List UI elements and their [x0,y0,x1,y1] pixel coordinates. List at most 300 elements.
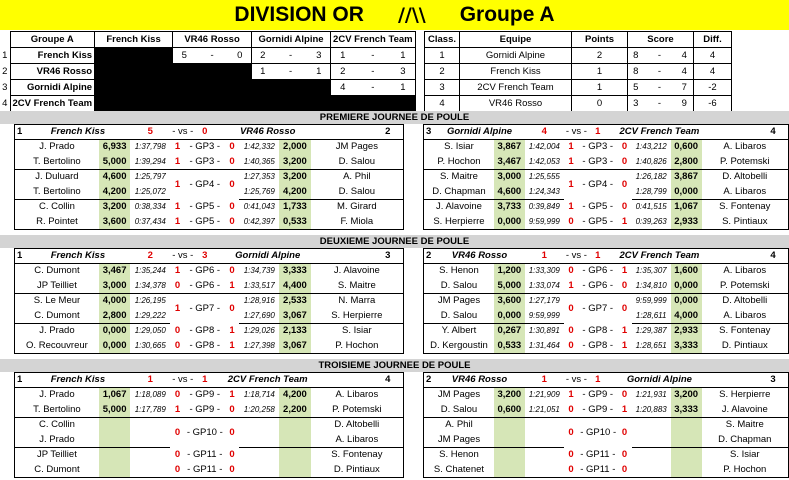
ranking-position: 1 [425,48,460,64]
player2-score [671,463,702,478]
player2-name: D. Chapman [702,433,788,448]
player1-time: 1:42,053 [525,155,564,170]
player2-score [671,448,702,463]
race-label: - GP3 - [189,141,221,153]
player2-name: P. Potemski [702,279,788,294]
race-result-2: 0 [621,426,628,438]
match-row [424,448,788,463]
match-row [15,418,403,433]
match-row [424,463,788,478]
race-result-2: 1 [225,339,240,354]
player2-time [239,448,279,463]
match-header-row [15,125,403,140]
team2-number: 4 [702,249,778,264]
race-result-1: 0 [564,403,578,418]
player2-score: 3,333 [671,403,702,418]
player1-score: 0,600 [494,403,525,418]
race-label: - GP7 - [189,302,221,314]
race-label: - GP5 - [578,215,617,230]
player1-time: 1:33,309 [528,266,560,276]
versus-label: - vs - [170,125,185,140]
matrix-score-cell: - [354,48,391,64]
race-label: - GP11 - [578,463,617,478]
race-label: - GP10 - [580,426,617,438]
race-result-1: 1 [564,279,578,294]
player1-time [525,433,564,448]
match-row [15,324,403,339]
player1-score: 2,800 [99,309,130,324]
ranking-points: 0 [572,96,628,112]
ranking-row [425,48,732,64]
player2-score [671,433,702,448]
player2-score: 3,867 [671,170,702,185]
matrix-group-label: Groupe A [10,32,95,48]
race-result-1: 0 [174,389,181,401]
race-result-2: 0 [229,449,235,460]
team2-name: 2CV French Team [617,249,701,264]
player2-time: 1:28,799 [632,185,671,200]
team1-number: 2 [424,249,434,264]
player1-name: JM Pages [424,433,494,448]
results-matrix [0,31,416,112]
player1-name: J. Prado [39,389,75,401]
player1-score: 4,200 [99,185,130,200]
matrix-score-cell: 1 [308,64,331,80]
matrix-header-row [0,32,415,48]
ranking-row [425,96,732,112]
match-row [15,294,403,309]
player2-score: 1,067 [671,200,702,215]
ranking-score-separator: - [644,64,676,80]
division-title: DIVISION OR [234,3,364,26]
match-header-row [424,373,788,388]
race-label: - GP3 - [582,141,614,153]
team1-name: VR46 Rosso [434,373,524,388]
ranking-column-header: Equipe [460,32,572,48]
player1-name: S. Maitre [439,171,478,183]
race-label: - GP8 - [578,339,617,354]
versus-label: - vs - [170,249,185,264]
player1-time: 1:29,050 [134,326,166,336]
group-title: Groupe A [459,3,555,26]
race-result-1: 0 [174,325,181,336]
race-result-2: 0 [229,426,235,438]
player2-time: 1:34,810 [632,279,671,294]
player2-score: 2,533 [279,294,310,309]
race-label: - GP3 - [578,155,617,170]
match-row [15,339,403,354]
player1-name: J. Alavoine [435,201,482,213]
player2-score: 1,600 [671,264,702,279]
ranking-diff: 4 [694,48,732,64]
player1-score: 0,000 [99,324,130,339]
match-row [424,403,788,418]
division-mark: //\\ [397,4,426,26]
player2-name: M. Girard [337,201,377,213]
team2-score: 1 [578,249,617,264]
matrix-column-header: French Kiss [95,32,173,48]
team1-score: 1 [525,249,564,264]
ranking-column-header: Class. [425,32,460,48]
race-label: - GP5 - [189,201,221,212]
player1-name: T. Bertolino [15,155,99,170]
player2-score: 4,000 [671,309,702,324]
player1-name: S. Henon [439,265,479,277]
match-row [424,294,788,309]
player1-time: 1:27,179 [528,296,560,306]
player1-time: 1:30,665 [130,339,170,354]
race-result-1: 0 [174,426,181,438]
player1-score: 1,067 [99,388,130,403]
player2-time: 1:29,026 [243,326,275,336]
player1-score: 3,200 [494,388,525,403]
match-header-row [424,125,788,140]
player1-name: D. Kergoustin [424,339,494,354]
player1-score: 5,000 [99,403,130,418]
race-label: - GP7 - [582,302,614,314]
player1-score [99,448,130,463]
player2-score: 0,000 [671,294,702,309]
ranking-position: 2 [425,64,460,80]
matrix-score-cell: 3 [308,48,331,64]
player2-time: 1:34,739 [243,266,275,276]
player1-score: 6,933 [99,140,130,155]
versus-label: - vs - [564,249,578,264]
player1-score: 3,000 [494,170,525,185]
player2-time: 1:40,365 [239,155,279,170]
race-result-2: 1 [621,265,628,277]
race-result-1: 1 [170,403,185,418]
race-result-1: 1 [174,141,181,153]
player1-time: 1:25,555 [528,172,560,182]
ranking-position: 4 [425,96,460,112]
player1-name: T. Bertolino [15,403,99,418]
matrix-team-name: Gornidi Alpine [10,80,95,96]
player1-score [494,448,525,463]
team1-name: VR46 Rosso [434,249,524,264]
matrix-score-cell: 1 [252,64,274,80]
race-label: - GP3 - [185,155,225,170]
player1-time: 1:39,294 [130,155,170,170]
race-result-1: 0 [568,325,574,336]
match-row [15,215,403,230]
race-result-1: 1 [174,178,181,190]
team2-name: Gornidi Alpine [225,249,311,264]
race-result-1: 1 [174,201,181,212]
header-filler [778,373,788,388]
player2-time: 0:42,397 [239,215,279,230]
player2-score: 3,200 [279,170,310,185]
player2-name: S. Maitre [725,419,764,431]
match-row [424,339,788,354]
player1-name: D. Salou [424,279,494,294]
player1-name: JP Teilliet [15,279,99,294]
player2-score [279,463,310,478]
race-result-1: 1 [170,155,185,170]
player2-score: 3,067 [279,339,310,354]
team1-name: French Kiss [25,249,130,264]
match-card [14,248,404,354]
race-result-1: 0 [568,426,574,438]
match-row [424,140,788,155]
race-result-2: 0 [229,302,235,314]
player1-time [525,463,564,478]
race-result-1: 0 [568,265,574,277]
player1-time: 0:38,334 [134,202,166,212]
player1-time: 0:37,434 [130,215,170,230]
team2-number: 4 [702,125,778,140]
player1-time: 1:25,072 [130,185,170,200]
player1-score: 0,000 [494,215,525,230]
player1-name: C. Dumont [15,309,99,324]
player1-name: P. Hochon [424,155,494,170]
player1-name: JP Teilliet [37,449,77,461]
match-row [424,215,788,230]
player1-score: 3,600 [99,215,130,230]
player2-name: A. Libaros [702,309,788,324]
player1-name: S. Le Meur [33,295,81,307]
match-row [15,264,403,279]
ranking-team: French Kiss [460,64,572,80]
ranking-score-against: 4 [676,48,694,64]
player2-score: 4,200 [279,388,310,403]
player2-score: 2,933 [671,215,702,230]
team2-score: 3 [185,249,225,264]
race-result-2: 0 [229,265,235,277]
matrix-blank-cell [173,64,252,80]
team2-name: VR46 Rosso [225,125,311,140]
matrix-column-header: Gornidi Alpine [252,32,331,48]
player1-score: 4,600 [99,170,130,185]
player2-score [279,418,310,433]
race-label: - GP10 - [186,426,223,438]
matrix-row [0,48,415,64]
match-row [15,170,403,185]
player2-name: D. Pintiaux [702,339,788,354]
player1-name: J. Prado [39,325,75,337]
player2-time [239,418,279,433]
player1-time: 1:29,222 [130,309,170,324]
player2-time: 1:35,307 [635,266,667,276]
versus-label: - vs - [564,373,578,388]
match-table [15,249,403,354]
player1-score: 3,467 [494,155,525,170]
race-result-1: 0 [568,449,574,460]
player2-name: P. Potemski [702,155,788,170]
player1-name: D. Chapman [424,185,494,200]
player1-name: A. Phil [445,419,473,431]
player2-score: 3,333 [671,339,702,354]
player1-score [99,463,130,478]
race-result-1: 0 [174,449,181,460]
player1-name: JM Pages [437,295,481,307]
match-table [424,373,788,478]
player2-time: 1:27,690 [239,309,279,324]
player2-time: 1:27,398 [239,339,279,354]
player2-time [632,418,671,433]
player1-time: 1:30,891 [528,326,560,336]
player1-score [494,433,525,448]
player2-name: S. Fontenay [719,201,771,213]
team2-score: 1 [185,373,225,388]
ranking-column-header: Score [628,32,694,48]
ranking-row [425,80,732,96]
matrix-score-cell: - [274,48,308,64]
race-result-2: 0 [621,302,628,314]
team2-score: 1 [578,373,617,388]
matrix-score-cell: 2 [252,48,274,64]
player2-time: 1:29,387 [635,326,667,336]
player1-score: 3,600 [494,294,525,309]
player2-time: 1:43,212 [635,142,667,152]
ranking-score-against: 9 [676,96,694,112]
player1-name: T. Bertolino [15,185,99,200]
header-filler [392,249,403,264]
player2-time: 1:28,651 [632,339,671,354]
matrix-score-cell: 1 [391,80,415,96]
race-result-2: 1 [617,339,631,354]
matrix-score-cell: 1 [331,48,355,64]
ranking-score-separator: - [644,48,676,64]
match-row [424,264,788,279]
race-result-2: 0 [225,403,240,418]
player2-time: 0:39,263 [632,215,671,230]
race-result-1: 1 [170,215,185,230]
ranking-score-for: 8 [628,48,644,64]
team2-name: 2CV French Team [617,125,701,140]
player1-name: C. Collin [38,419,75,431]
team1-number: 1 [15,373,25,388]
match-row [424,324,788,339]
team1-number: 1 [15,125,25,140]
player2-time: 1:21,931 [635,390,667,400]
player2-score: 4,200 [279,185,310,200]
match-row [15,140,403,155]
player2-name: A. Libaros [723,265,767,277]
team2-number: 4 [311,373,393,388]
player2-score [279,448,310,463]
ranking-team: Gornidi Alpine [460,48,572,64]
player2-name: S. Isiar [342,325,372,337]
match-row [15,403,403,418]
player2-time: 1:25,769 [239,185,279,200]
race-result-2: 0 [621,178,628,190]
player2-name: A. Libaros [702,185,788,200]
race-result-1: 0 [564,215,578,230]
match-table [15,373,403,478]
player1-time: 1:18,089 [134,390,166,400]
match-table [424,125,788,230]
match-card [423,372,789,478]
player2-name: S. Maitre [311,279,403,294]
header-filler [778,249,788,264]
team1-score: 1 [525,373,564,388]
player1-score: 1,200 [494,264,525,279]
ranking-diff: -2 [694,80,732,96]
match-row [424,388,788,403]
round-title: DEUXIEME JOURNEE DE POULE [0,235,789,248]
player2-score: 0,000 [671,185,702,200]
player1-time [130,448,170,463]
matrix-blank-cell [331,96,416,112]
race-result-1: 0 [568,302,574,314]
player1-score [494,463,525,478]
player2-name: P. Potemski [311,403,403,418]
player1-score [99,433,130,448]
match-row [424,418,788,433]
round-title: PREMIERE JOURNEE DE POULE [0,111,789,124]
matrix-row-number: 1 [2,49,8,61]
division-banner [0,0,789,30]
team1-number: 1 [15,249,25,264]
player2-score: 0,000 [671,279,702,294]
race-result-2: 0 [225,155,240,170]
player2-name: S. Herpierre [311,309,403,324]
player1-score: 0,000 [494,309,525,324]
team1-name: Gornidi Alpine [434,125,524,140]
player1-score: 5,000 [494,279,525,294]
race-result-2: 0 [229,141,235,153]
player2-time: 1:20,258 [239,403,279,418]
player2-score: 2,133 [279,324,310,339]
player1-time [130,418,170,433]
matrix-score-cell: 0 [229,48,252,64]
player1-score: 0,000 [99,339,130,354]
player2-score: 3,200 [279,155,310,170]
match-card [423,248,789,354]
player2-name: A. Libaros [723,141,767,153]
matrix-blank-cell [252,96,331,112]
match-row [15,388,403,403]
player1-time: 1:37,798 [134,142,166,152]
race-result-2: 0 [225,463,240,478]
player2-name: P. Hochon [702,463,788,478]
match-header-row [424,249,788,264]
player2-score: 0,533 [279,215,310,230]
player1-name: S. Herpierre [424,215,494,230]
player1-name: C. Collin [38,201,75,213]
matrix-score-cell: - [354,80,391,96]
match-card [423,124,789,230]
player1-name: Y. Albert [441,325,477,337]
race-result-2: 0 [229,201,235,212]
ranking-score-for: 5 [628,80,644,96]
matrix-team-name: VR46 Rosso [10,64,95,80]
ranking-score-separator: - [644,80,676,96]
ranking-row [425,64,732,80]
matrix-row-number: 3 [2,81,8,93]
race-label: - GP5 - [582,201,614,212]
player1-time: 1:26,195 [134,296,166,306]
race-result-1: 1 [568,201,574,212]
player1-time: 0:39,849 [528,202,560,212]
match-row [424,200,788,215]
player1-name: C. Dumont [15,463,99,478]
race-result-2: 0 [617,155,631,170]
match-row [424,279,788,294]
race-result-1: 1 [568,178,574,190]
race-label: - GP9 - [578,403,617,418]
matrix-column-header: VR46 Rosso [173,32,252,48]
player2-name: S. Pintiaux [702,215,788,230]
race-label: - GP5 - [185,215,225,230]
race-result-2: 0 [621,449,628,460]
player1-time: 1:31,464 [525,339,564,354]
race-result-2: 0 [621,141,628,153]
matrix-row [0,96,415,112]
player2-name: J. Alavoine [333,265,380,277]
player1-name: R. Pointet [15,215,99,230]
